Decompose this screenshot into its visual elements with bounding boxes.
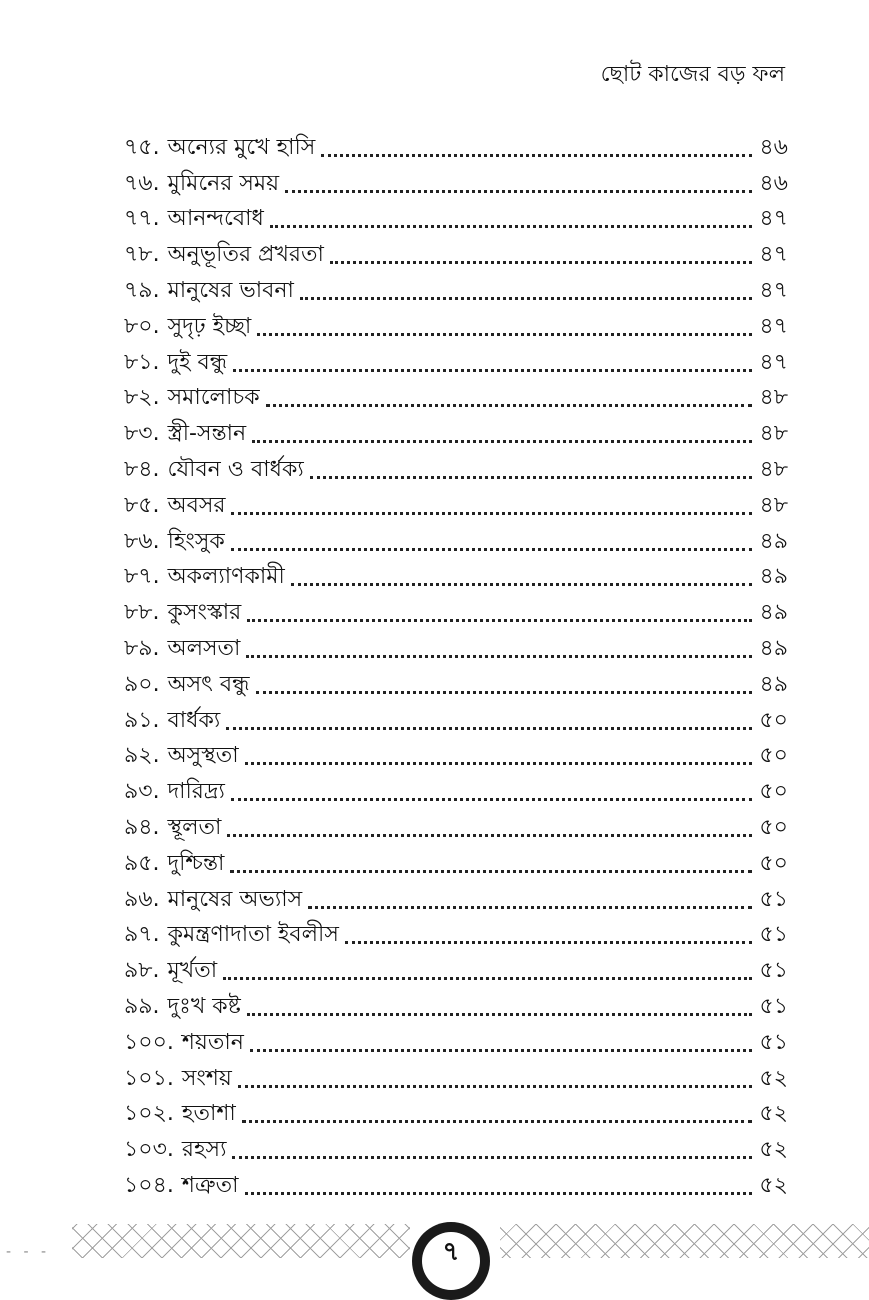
toc-dot-leader bbox=[232, 1156, 752, 1159]
toc-entry-page: ৫০ bbox=[759, 743, 788, 769]
toc-dot-leader bbox=[247, 1013, 752, 1016]
toc-entry-title: অনুভূতির প্রখরতা bbox=[167, 242, 324, 268]
toc-entry-page: ৫১ bbox=[759, 886, 788, 912]
toc-entry bbox=[124, 699, 788, 735]
toc-entry bbox=[124, 914, 788, 950]
toc-entry bbox=[124, 735, 788, 771]
toc-entry-page: ৪৭ bbox=[759, 206, 788, 232]
toc-entry-title: স্থূলতা bbox=[167, 814, 222, 840]
toc-entry-page: ৪৭ bbox=[759, 349, 788, 375]
page-number: ৭ bbox=[422, 1232, 480, 1290]
toc-entry bbox=[124, 842, 788, 878]
toc-dot-leader bbox=[308, 906, 752, 909]
toc-entry-title: সুদৃঢ় ইচ্ছা bbox=[167, 313, 252, 339]
toc-entry-number: ৯০. bbox=[124, 671, 160, 697]
toc-entry-number: ৭৫. bbox=[124, 134, 160, 160]
toc-dot-leader bbox=[345, 941, 752, 944]
toc-entry bbox=[124, 448, 788, 484]
toc-entry bbox=[124, 1021, 788, 1057]
toc-dot-leader bbox=[247, 619, 752, 622]
toc-entry-number: ৮৮. bbox=[124, 600, 160, 626]
toc-entry bbox=[124, 305, 788, 341]
toc-entry bbox=[124, 412, 788, 448]
toc-entry-number: ৯৩. bbox=[124, 779, 160, 805]
toc-entry bbox=[124, 484, 788, 520]
toc-entry-page: ৫১ bbox=[759, 922, 788, 948]
toc-dot-leader bbox=[246, 655, 752, 658]
toc-entry-number: ৭৯. bbox=[124, 277, 160, 303]
toc-dot-leader bbox=[231, 548, 752, 551]
toc-entry-number: ৮১. bbox=[124, 349, 160, 375]
toc-dot-leader bbox=[266, 404, 752, 407]
toc-dot-leader bbox=[257, 333, 752, 336]
toc-entry-title: সমালোচক bbox=[167, 385, 260, 411]
toc-entry-number: ৮৫. bbox=[124, 492, 160, 518]
toc-entry-number: ৯৫. bbox=[124, 850, 160, 876]
toc-entry-page: ৪৭ bbox=[759, 242, 788, 268]
toc-entry bbox=[124, 985, 788, 1021]
toc-entry-title: অসুস্থতা bbox=[167, 743, 239, 769]
toc-entry-page: ৫০ bbox=[759, 707, 788, 733]
toc-entry-title: হতাশা bbox=[181, 1101, 236, 1127]
toc-entry-number: ৮৩. bbox=[124, 421, 160, 447]
toc-entry-page: ৪৬ bbox=[759, 134, 788, 160]
ornament-pattern-right bbox=[500, 1224, 869, 1258]
toc-dot-leader bbox=[330, 261, 752, 264]
table-of-contents bbox=[124, 126, 788, 1200]
toc-entry-number: ৯২. bbox=[124, 743, 160, 769]
toc-entry-title: দুই বন্ধু bbox=[167, 349, 228, 375]
toc-entry bbox=[124, 377, 788, 413]
toc-entry-title: সংশয় bbox=[181, 1065, 232, 1091]
toc-entry-number: ৯১. bbox=[124, 707, 160, 733]
footer-ornament-band bbox=[0, 1214, 869, 1267]
toc-entry-page: ৪৯ bbox=[759, 635, 788, 661]
toc-dot-leader bbox=[245, 1192, 752, 1195]
running-header-title: ছোট কাজের বড় ফল bbox=[600, 62, 785, 87]
toc-entry bbox=[124, 627, 788, 663]
toc-entry-page: ৫১ bbox=[759, 993, 788, 1019]
toc-entry-page: ৪৭ bbox=[759, 313, 788, 339]
toc-entry bbox=[124, 341, 788, 377]
toc-entry-number: ৯৪. bbox=[124, 814, 160, 840]
toc-entry-title: মুমিনের সময় bbox=[167, 170, 280, 196]
toc-dot-leader bbox=[223, 977, 752, 980]
toc-entry bbox=[124, 878, 788, 914]
toc-dot-leader bbox=[238, 1085, 752, 1088]
toc-entry-title: অন্যের মুখে হাসি bbox=[167, 134, 316, 160]
toc-entry-title: রহস্য bbox=[181, 1137, 227, 1163]
toc-entry bbox=[124, 1057, 788, 1093]
toc-entry-page: ৪৮ bbox=[759, 492, 788, 518]
toc-entry-number: ৮২. bbox=[124, 385, 160, 411]
toc-entry-page: ৫১ bbox=[759, 1029, 788, 1055]
toc-entry-number: ১০২. bbox=[124, 1101, 174, 1127]
toc-dot-leader bbox=[231, 512, 752, 515]
toc-entry bbox=[124, 126, 788, 162]
toc-entry-page: ৪৬ bbox=[759, 170, 788, 196]
toc-entry-page: ৪৯ bbox=[759, 671, 788, 697]
toc-entry-title: মূর্খতা bbox=[167, 958, 218, 984]
toc-entry-page: ৫১ bbox=[759, 958, 788, 984]
toc-entry bbox=[124, 591, 788, 627]
toc-entry bbox=[124, 162, 788, 198]
toc-dot-leader bbox=[285, 190, 752, 193]
toc-entry bbox=[124, 520, 788, 556]
toc-dot-leader bbox=[227, 834, 752, 837]
toc-entry-page: ৫২ bbox=[759, 1172, 788, 1198]
toc-entry bbox=[124, 770, 788, 806]
decorative-dashes: - - - bbox=[6, 1244, 51, 1260]
toc-entry-page: ৫২ bbox=[759, 1137, 788, 1163]
toc-entry-number: ১০৪. bbox=[124, 1172, 174, 1198]
toc-entry-page: ৪৯ bbox=[759, 564, 788, 590]
toc-entry-title: শত্রুতা bbox=[181, 1172, 239, 1198]
toc-entry bbox=[124, 269, 788, 305]
toc-entry-page: ৪৯ bbox=[759, 600, 788, 626]
toc-entry bbox=[124, 233, 788, 269]
toc-entry-page: ৪৯ bbox=[759, 528, 788, 554]
toc-entry bbox=[124, 1164, 788, 1200]
toc-dot-leader bbox=[245, 762, 752, 765]
toc-entry-number: ৭৮. bbox=[124, 242, 160, 268]
toc-dot-leader bbox=[226, 727, 752, 730]
toc-dot-leader bbox=[256, 691, 752, 694]
toc-entry-page: ৪৮ bbox=[759, 421, 788, 447]
toc-entry-number: ৮০. bbox=[124, 313, 160, 339]
toc-entry-number: ৭৭. bbox=[124, 206, 160, 232]
toc-entry-page: ৫০ bbox=[759, 850, 788, 876]
toc-dot-leader bbox=[310, 476, 752, 479]
toc-entry-number: ৯৭. bbox=[124, 922, 160, 948]
toc-entry bbox=[124, 1128, 788, 1164]
toc-dot-leader bbox=[252, 440, 752, 443]
toc-dot-leader bbox=[250, 1049, 752, 1052]
toc-entry bbox=[124, 198, 788, 234]
toc-entry-title: অবসর bbox=[167, 492, 226, 518]
toc-entry bbox=[124, 949, 788, 985]
toc-entry-title: কুমন্ত্রণাদাতা ইবলীস bbox=[167, 922, 339, 948]
toc-entry bbox=[124, 663, 788, 699]
toc-entry-title: মানুষের ভাবনা bbox=[167, 277, 294, 303]
toc-entry-number: ৮৭. bbox=[124, 564, 160, 590]
toc-entry-title: দুঃখ কষ্ট bbox=[167, 993, 241, 1019]
toc-entry-number: ১০৩. bbox=[124, 1137, 174, 1163]
toc-entry-title: অলসতা bbox=[167, 635, 241, 661]
toc-dot-leader bbox=[291, 583, 752, 586]
toc-entry-page: ৫২ bbox=[759, 1101, 788, 1127]
toc-entry-page: ৪৭ bbox=[759, 277, 788, 303]
toc-entry bbox=[124, 1093, 788, 1129]
toc-entry-title: স্ত্রী-সন্তান bbox=[167, 421, 247, 447]
toc-entry-number: ১০১. bbox=[124, 1065, 174, 1091]
toc-entry-page: ৪৮ bbox=[759, 385, 788, 411]
toc-entry-number: ১০০. bbox=[124, 1029, 174, 1055]
toc-entry-title: দুশ্চিন্তা bbox=[167, 850, 225, 876]
toc-entry-number: ৯৬. bbox=[124, 886, 160, 912]
ornament-pattern-left bbox=[72, 1224, 410, 1258]
toc-entry-page: ৪৮ bbox=[759, 456, 788, 482]
toc-dot-leader bbox=[233, 369, 752, 372]
toc-entry-title: অকল্যাণকামী bbox=[167, 564, 285, 590]
toc-entry-number: ৯৮. bbox=[124, 958, 160, 984]
toc-entry bbox=[124, 556, 788, 592]
toc-dot-leader bbox=[321, 154, 752, 157]
toc-entry-title: মানুষের অভ্যাস bbox=[167, 886, 303, 912]
toc-entry-number: ৮৪. bbox=[124, 456, 160, 482]
toc-entry-title: আনন্দবোধ bbox=[167, 206, 264, 232]
toc-dot-leader bbox=[242, 1120, 752, 1123]
toc-dot-leader bbox=[270, 225, 752, 228]
toc-entry-number: ৭৬. bbox=[124, 170, 160, 196]
toc-dot-leader bbox=[230, 870, 752, 873]
toc-entry-title: হিংসুক bbox=[167, 528, 225, 554]
toc-entry-title: শয়তান bbox=[181, 1029, 244, 1055]
toc-entry-page: ৫০ bbox=[759, 779, 788, 805]
toc-entry-title: কুসংস্কার bbox=[167, 600, 242, 626]
toc-entry-page: ৫০ bbox=[759, 814, 788, 840]
toc-entry-title: দারিদ্র্য bbox=[167, 779, 225, 805]
toc-entry-title: অসৎ বন্ধু bbox=[167, 671, 250, 697]
toc-entry-title: বার্ধক্য bbox=[167, 707, 221, 733]
toc-entry bbox=[124, 806, 788, 842]
toc-entry-number: ৯৯. bbox=[124, 993, 160, 1019]
toc-entry-number: ৮৯. bbox=[124, 635, 160, 661]
toc-dot-leader bbox=[231, 798, 752, 801]
toc-dot-leader bbox=[300, 297, 752, 300]
page-number-medallion bbox=[412, 1222, 490, 1300]
toc-entry-number: ৮৬. bbox=[124, 528, 160, 554]
toc-entry-title: যৌবন ও বার্ধক্য bbox=[167, 456, 304, 482]
toc-entry-page: ৫২ bbox=[759, 1065, 788, 1091]
